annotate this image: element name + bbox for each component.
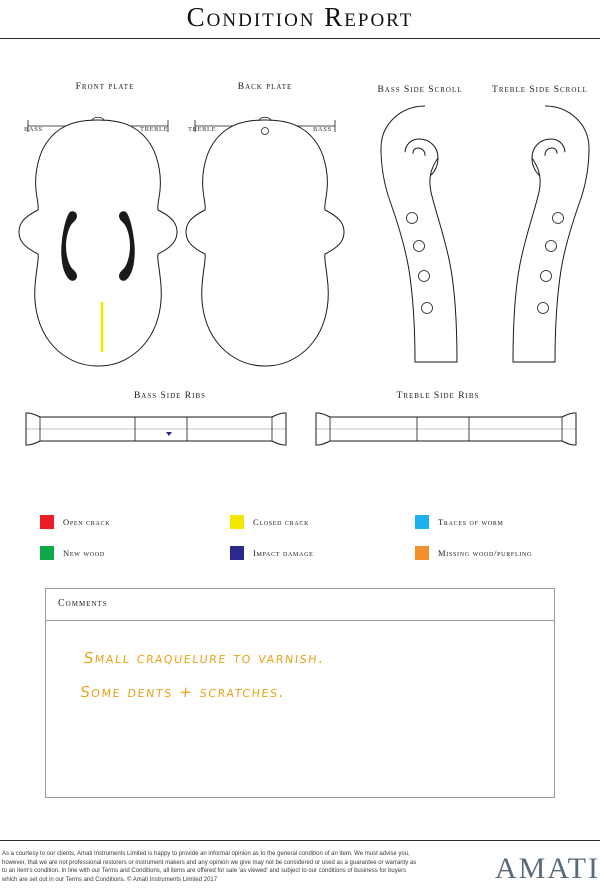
title-divider: [0, 38, 600, 39]
treble-side-ribs-diagram: [312, 405, 582, 450]
comments-line-1: Small craquelure to varnish.: [82, 649, 326, 667]
back-plate-treble-label: TREBLE: [188, 126, 217, 133]
bass-side-ribs-diagram: [22, 405, 292, 450]
front-plate-bass-label: BASS: [24, 126, 43, 133]
legend-label-missing-wood: Missing wood/purfling: [438, 548, 533, 558]
legend-item-impact-damage: [230, 546, 314, 560]
legend-label-closed-crack: Closed crack: [253, 517, 310, 527]
damage-legend: [40, 505, 580, 567]
comments-title: Comments: [58, 598, 108, 609]
legend-item-new-wood: [40, 546, 105, 560]
legend-swatch-new-wood: [40, 546, 54, 560]
legend-label-open-crack: Open crack: [63, 517, 111, 527]
caption-treble-side-ribs: Treble Side Ribs: [396, 391, 480, 401]
back-plate-diagram: [175, 100, 355, 380]
page-title: Condition Report: [186, 2, 414, 32]
legend-item-closed-crack: [230, 515, 309, 529]
caption-bass-side-ribs: Bass Side Ribs: [133, 391, 207, 401]
comments-handwritten-text: [78, 641, 525, 709]
front-plate-treble-label: TREBLE: [140, 126, 169, 133]
caption-front-plate: Front plate: [75, 82, 135, 92]
legend-label-new-wood: New wood: [63, 548, 105, 558]
brand-logo: AMATI: [495, 852, 600, 885]
back-plate-bass-label: BASS: [313, 126, 332, 133]
legend-swatch-impact-damage: [230, 546, 244, 560]
footer-divider: [0, 840, 600, 841]
comments-divider: [46, 620, 554, 621]
legend-item-missing-wood: [415, 546, 532, 560]
front-plate-diagram: [8, 100, 188, 380]
legend-swatch-traces-of-worm: [415, 515, 429, 529]
footer-disclaimer: As a courtesy to our clients, Amati Instruments Limited is happy to provide an informal opinion as to the general condition of an item. We must advise you, however, that we are not professional restorers or instrument makers and any opinion we give may not be considered or used as a guarantee or warranty as to an item's condition. In line with our Terms and Conditions, all items are offered for sale 'as viewed' and subject to our conditions of business for buyers which are set out in our Terms and Conditions. © Amati Instruments Limited 2017: [2, 851, 417, 883]
legend-swatch-closed-crack: [230, 515, 244, 529]
bass-side-scroll-diagram: [365, 100, 480, 375]
legend-label-impact-damage: Impact damage: [253, 548, 314, 558]
legend-item-open-crack: [40, 515, 110, 529]
legend-swatch-open-crack: [40, 515, 54, 529]
caption-back-plate: Back plate: [237, 82, 293, 92]
caption-bass-side-scroll: Bass Side Scroll: [377, 85, 463, 95]
treble-side-scroll-diagram: [490, 100, 600, 375]
legend-label-traces-of-worm: Traces of worm: [438, 517, 504, 527]
legend-swatch-missing-wood: [415, 546, 429, 560]
comments-box: [45, 588, 555, 798]
caption-treble-side-scroll: Treble Side Scroll: [492, 85, 588, 95]
legend-item-traces-of-worm: [415, 515, 504, 529]
comments-line-2: Some dents + scratches.: [79, 683, 287, 701]
